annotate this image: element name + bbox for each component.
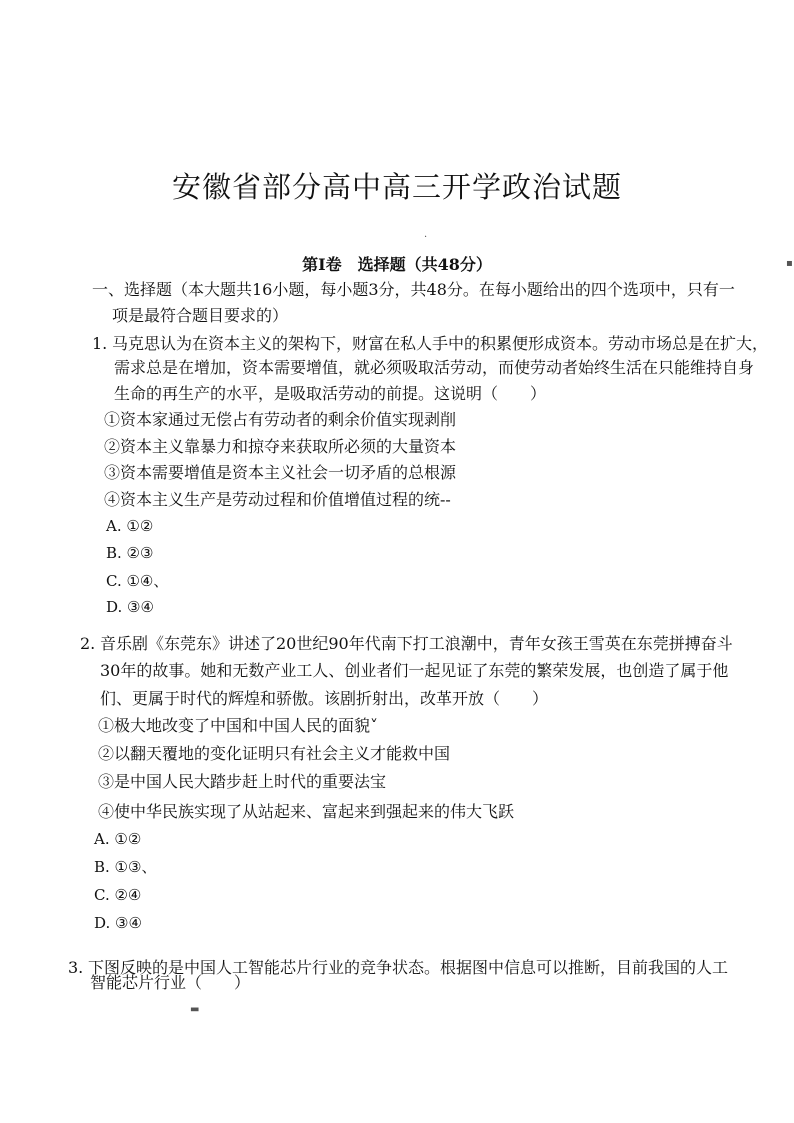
q3-stem-line-1: 下图反映的是中国人工智能芯片行业的竞争状态。根据图中信息可以推断，目前我国的人工 bbox=[88, 958, 729, 977]
q1-number: 1. bbox=[92, 334, 108, 353]
scan-speck: · bbox=[424, 232, 428, 243]
q2-stem-line-3: 们、更属于时代的辉煌和骄傲。该剧折射出，改革开放（ ） bbox=[100, 689, 549, 708]
q2-option-b: B. ①③、 bbox=[94, 858, 157, 876]
q2-statement-3: ③是中国人民大踏步赶上时代的重要法宝 bbox=[98, 772, 387, 791]
edge-mark: ▪ bbox=[786, 258, 793, 269]
q2-number: 2. bbox=[80, 634, 96, 653]
instructions-line-1: 一、选择题（本大题共16小题，每小题3分，共48分。在每小题给出的四个选项中，只有一 bbox=[92, 280, 735, 299]
q2-option-d: D. ③④ bbox=[94, 914, 142, 932]
q1-option-b: B. ②③ bbox=[106, 544, 154, 562]
q3-stem-line-2: 智能芯片行业（ ） bbox=[90, 973, 251, 992]
q1-statement-4: ④资本主义生产是劳动过程和价值增值过程的统-- bbox=[104, 490, 451, 509]
q2-option-a: A. ①② bbox=[94, 830, 142, 848]
q1-option-a: A. ①② bbox=[106, 517, 154, 535]
q2-statement-1: ①极大地改变了中国和中国人民的面貌˅ bbox=[98, 716, 379, 735]
section-heading: 第Ⅰ卷 选择题（共48分） bbox=[302, 255, 492, 274]
instructions-line-2: 项是最符合题目要求的） bbox=[112, 306, 289, 325]
q2-option-c: C. ②④ bbox=[94, 886, 142, 904]
q2-stem-line-2: 30年的故事。她和无数产业工人、创业者们一起见证了东莞的繁荣发展，也创造了属于他 bbox=[100, 661, 729, 680]
q3-number: 3. bbox=[68, 958, 84, 977]
scan-mark: ▬ bbox=[190, 1004, 200, 1015]
q1-statement-3: ③资本需要增值是资本主义社会一切矛盾的总根源 bbox=[104, 463, 457, 482]
exam-title: 安徽省部分高中高三开学政治试题 bbox=[171, 170, 622, 204]
q1-statement-1: ①资本家通过无偿占有劳动者的剩余价值实现剥削 bbox=[104, 410, 457, 429]
q1-option-c: C. ①④、 bbox=[106, 572, 169, 590]
q2-stem-line-1: 音乐剧《东莞东》讲述了20世纪90年代南下打工浪潮中，青年女孩王雪英在东莞拼搏奋斗 bbox=[100, 634, 733, 653]
q1-stem-line-3: 生命的再生产的水平，是吸取活劳动的前提。这说明（ ） bbox=[114, 384, 547, 403]
q1-stem-line-1: 马克思认为在资本主义的架构下，财富在私人手中的积累便形成资本。劳动市场总是在扩大， bbox=[112, 334, 769, 353]
q1-option-d: D. ③④ bbox=[106, 598, 154, 616]
q2-statement-2: ②以翻天覆地的变化证明只有社会主义才能救中国 bbox=[98, 744, 451, 763]
q1-stem-line-2: 需求总是在增加，资本需要增值，就必须吸取活劳动，而使劳动者始终生活在只能维持自身 bbox=[114, 358, 755, 377]
q2-statement-4: ④使中华民族实现了从站起来、富起来到强起来的伟大飞跃 bbox=[98, 802, 515, 821]
q1-statement-2: ②资本主义靠暴力和掠夺来获取所必须的大量资本 bbox=[104, 437, 457, 456]
